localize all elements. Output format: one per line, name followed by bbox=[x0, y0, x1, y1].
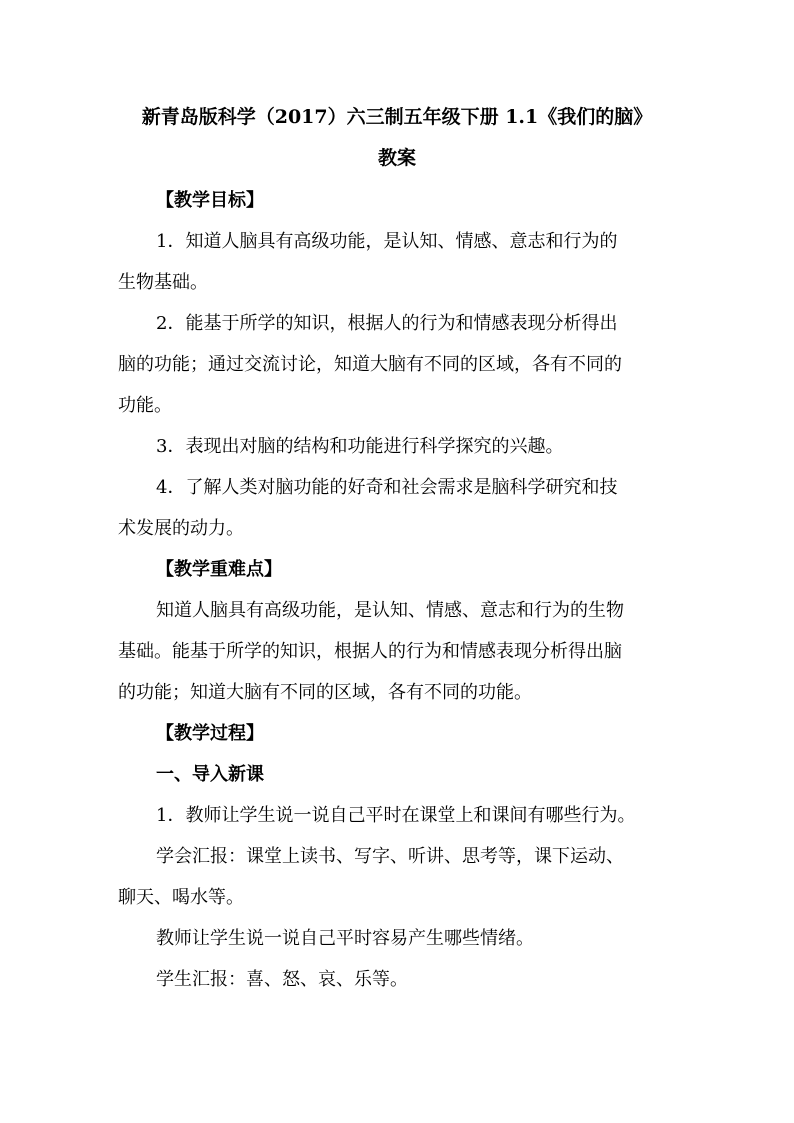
keypoints-line-2: 基础。能基于所学的知识，根据人的行为和情感表现分析得出脑 bbox=[118, 641, 622, 662]
heading-key-difficult-points: 【教学重难点】 bbox=[156, 559, 282, 580]
keypoints-line-1: 知道人脑具有高级功能，是认知、情感、意志和行为的生物 bbox=[156, 600, 624, 621]
objective-2-line-1: 2．能基于所学的知识，根据人的行为和情感表现分析得出 bbox=[156, 313, 618, 334]
subheading-lesson-intro: 一、导入新课 bbox=[156, 764, 264, 785]
objective-2-line-2: 脑的功能；通过交流讨论，知道大脑有不同的区域，各有不同的 bbox=[118, 354, 622, 375]
student-report-1-line-1: 学会汇报：课堂上读书、写字、听讲、思考等，课下运动、 bbox=[156, 846, 624, 867]
document-title-line1: 新青岛版科学（2017）六三制五年级下册 1.1《我们的脑》 bbox=[141, 106, 653, 128]
document-title-line2: 教案 bbox=[377, 147, 416, 169]
student-report-2-line-1: 学生汇报：喜、怒、哀、乐等。 bbox=[156, 969, 408, 990]
process-step-2-line-1: 教师让学生说一说自己平时容易产生哪些情绪。 bbox=[156, 928, 534, 949]
objective-1-line-2: 生物基础。 bbox=[118, 272, 208, 293]
heading-teaching-process: 【教学过程】 bbox=[156, 723, 264, 744]
objective-1-line-1: 1．知道人脑具有高级功能，是认知、情感、意志和行为的 bbox=[156, 231, 618, 252]
objective-3-line-1: 3．表现出对脑的结构和功能进行科学探究的兴趣。 bbox=[156, 436, 564, 457]
process-step-1-line-1: 1．教师让学生说一说自己平时在课堂上和课间有哪些行为。 bbox=[156, 805, 636, 826]
keypoints-line-3: 的功能；知道大脑有不同的区域，各有不同的功能。 bbox=[118, 682, 532, 703]
objective-4-line-2: 术发展的动力。 bbox=[118, 518, 244, 539]
objective-4-line-1: 4．了解人类对脑功能的好奇和社会需求是脑科学研究和技 bbox=[156, 477, 618, 498]
objective-2-line-3: 功能。 bbox=[118, 395, 172, 416]
section-teaching-objectives bbox=[118, 180, 678, 1000]
heading-teaching-objectives: 【教学目标】 bbox=[156, 190, 264, 211]
student-report-1-line-2: 聊天、喝水等。 bbox=[118, 887, 244, 908]
